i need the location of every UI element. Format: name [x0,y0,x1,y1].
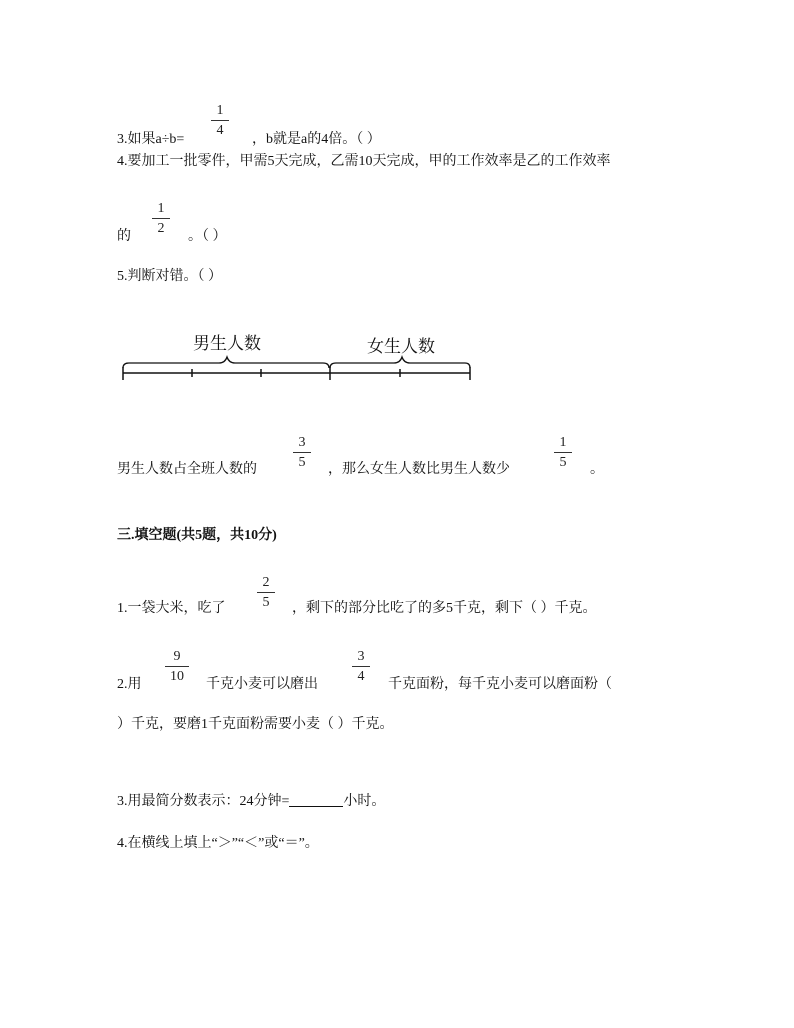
fill-question-3-prefix: 3.用最简分数表示：24分钟= [117,794,290,809]
fill-question-3-suffix: 小时。 [343,794,386,809]
fraction-denominator: 2 [157,221,165,236]
fill-question-2-line2: ）千克，要磨1千克面粉需要小麦（ ）千克。 [117,717,394,732]
judge-question-4-line1: 4.要加工一批零件，甲需5天完成，乙需10天完成，甲的工作效率是乙的工作效率 [117,154,611,169]
judge-question-4-suffix: 。（ ） [188,229,227,244]
judge-question-4-prefix: 的 [117,229,131,244]
fraction-numerator: 1 [559,435,567,450]
judge-question-5-statement-suffix: 。 [590,462,604,477]
fill-question-1-prefix: 1.一袋大米，吃了 [117,601,226,616]
fraction-one-half [151,201,171,236]
fraction-bar [293,452,311,453]
fraction-three-fifths [292,435,312,470]
fraction-denominator: 5 [559,455,567,470]
fraction-bar [554,452,572,453]
fraction-bar [211,120,229,121]
fraction-bar [352,666,370,667]
fill-question-1-suffix: ，剩下的部分比吃了的多5千克，剩下（ ）千克。 [292,601,597,616]
judge-question-5-title: 5.判断对错。（ ） [117,269,222,284]
fraction-numerator: 1 [216,103,224,118]
fraction-one-quarter [210,103,230,138]
fraction-numerator: 1 [157,201,165,216]
answer-blank-line[interactable] [289,793,343,807]
fill-question-2-suffix: 千克面粉，每千克小麦可以磨面粉（ [388,677,612,692]
judge-question-3-suffix: ，b就是a的4倍。（ ） [252,132,381,147]
section-heading-fill-in: 三.填空题(共5题，共10分) [117,528,277,543]
fraction-three-quarters [351,649,371,684]
fraction-numerator: 3 [298,435,306,450]
fill-question-2-prefix: 2.用 [117,677,142,692]
fraction-one-fifth [553,435,573,470]
fraction-denominator: 5 [298,455,306,470]
judge-question-3-prefix: 3.如果a÷b= [117,132,185,147]
fill-question-4: 4.在横线上填上“＞”“＜”或“＝”。 [117,836,319,851]
fraction-numerator: 3 [357,649,365,664]
girls-count-label: 女生人数 [367,337,435,357]
fraction-denominator: 4 [357,669,365,684]
fraction-bar [257,592,275,593]
boys-girls-line-diagram [115,325,480,387]
fill-question-3 [117,793,385,810]
fraction-denominator: 10 [170,669,184,684]
fraction-numerator: 9 [173,649,181,664]
fraction-nine-tenths [164,649,190,684]
fraction-denominator: 4 [216,123,224,138]
judge-question-5-statement-prefix: 男生人数占全班人数的 [117,462,257,477]
girls-brace [330,357,470,368]
boys-count-label: 男生人数 [193,334,261,354]
fraction-bar [165,666,189,667]
boys-brace [123,357,329,368]
fraction-two-fifths [256,575,276,610]
judge-question-5-statement-middle: ，那么女生人数比男生人数少 [328,462,510,477]
fraction-bar [152,218,170,219]
fraction-denominator: 5 [262,595,270,610]
fill-question-2-middle: 千克小麦可以磨出 [206,677,318,692]
fraction-numerator: 2 [262,575,270,590]
